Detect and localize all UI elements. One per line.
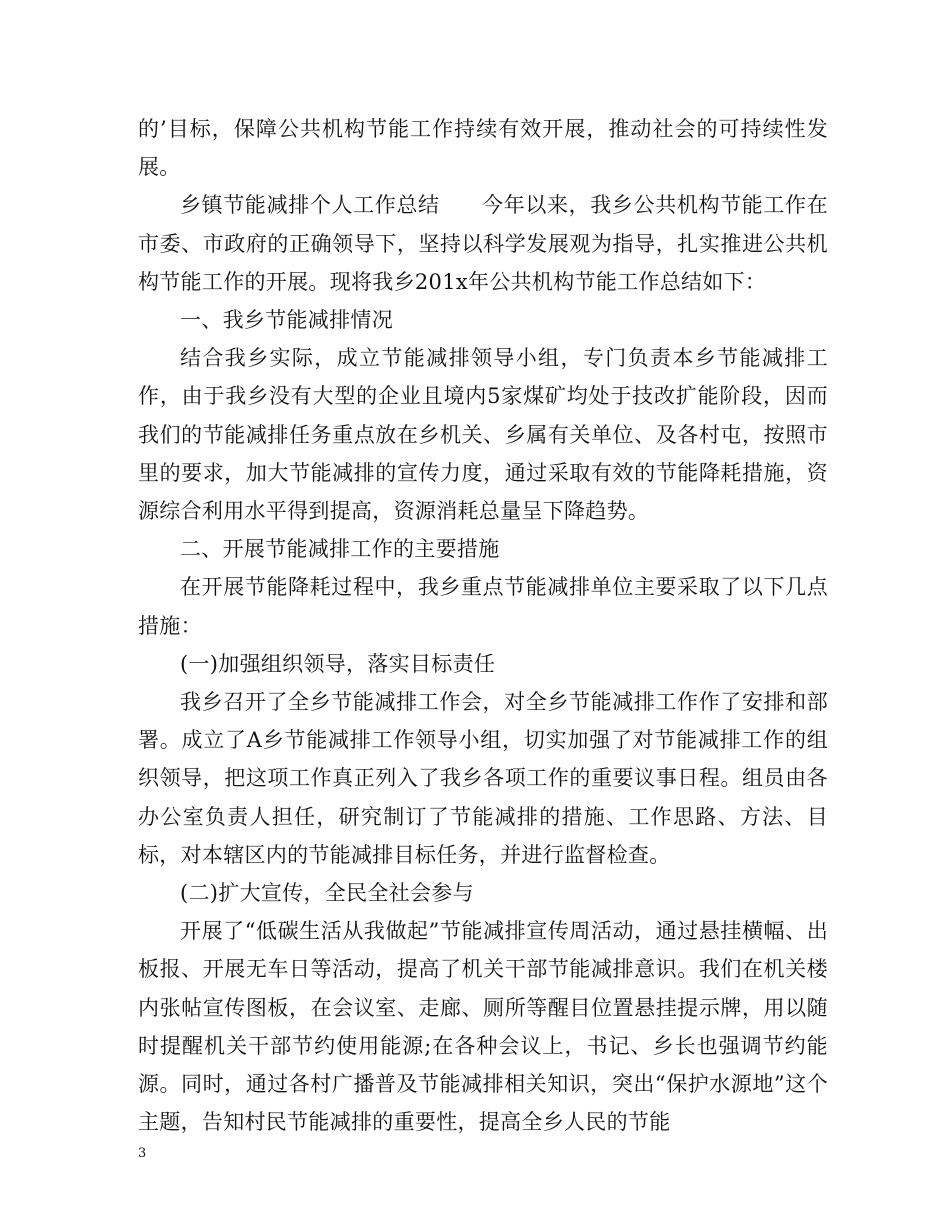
paragraph-5: 我乡召开了全乡节能减排工作会，对全乡节能减排工作作了安排和部署。成立了A乡节能减排工作领导小组，切实加强了对节能减排工作的组织领导，把这项工作真正列入了我乡各项工作的重要议事日程。组员由各办公室负责人担任，研究制订了节能减排的措施、工作思路、方法、目标，对本辖区内的节能减排目标任务，并进行监督检查。 <box>138 690 828 867</box>
paragraph-2 <box>138 186 828 301</box>
paragraph-4: 在开展节能降耗过程中，我乡重点节能减排单位主要采取了以下几点措施： <box>138 575 828 638</box>
page-number: 3 <box>138 1146 147 1161</box>
paragraph-3: 结合我乡实际，成立节能减排领导小组，专门负责本乡节能减排工作，由于我乡没有大型的企业且境内5家煤矿均处于技改扩能阶段，因而我们的节能减排任务重点放在乡机关、乡属有关单位、及各村屯，按照市里的要求，加大节能减排的宣传力度，通过采取有效的节能降耗措施，资源综合利用水平得到提高，资源消耗总量呈下降趋势。 <box>138 346 828 524</box>
document-body <box>138 110 828 1141</box>
subsection-heading-1: (一)加强组织领导，落实目标责任 <box>180 651 496 676</box>
subsection-heading-2: (二)扩大宣传，全民全社会参与 <box>180 881 474 906</box>
section-heading-1: 一、我乡节能减排情况 <box>180 308 393 333</box>
paragraph-6: 开展了“低碳生活从我做起”节能减排宣传周活动，通过悬挂横幅、出板报、开展无车日等活动，提高了机关干部节能减排意识。我们在机关楼内张帖宣传图板，在会议室、走廊、厕所等醒目位置悬挂提示牌，用以随时提醒机关干部节约使用能源;在各种会议上，书记、乡长也强调节约能源。同时，通过各村广播普及节能减排相关知识，突出“保护水源地”这个主题，告知村民节能减排的重要性，提高全乡人民的节能 <box>138 919 828 1135</box>
paragraph-1: 的’目标，保障公共机构节能工作持续有效开展，推动社会的可持续性发展。 <box>138 117 828 180</box>
document-intro: 今年以来，我乡公共机构节能工作在市委、市政府的正确领导下，坚持以科学发展观为指导，扎实推进公共机构节能工作的开展。现将我乡201x年公共机构节能工作总结如下： <box>138 193 828 294</box>
document-title: 乡镇节能减排个人工作总结 <box>180 193 440 218</box>
section-heading-2: 二、开展节能减排工作的主要措施 <box>180 537 500 562</box>
